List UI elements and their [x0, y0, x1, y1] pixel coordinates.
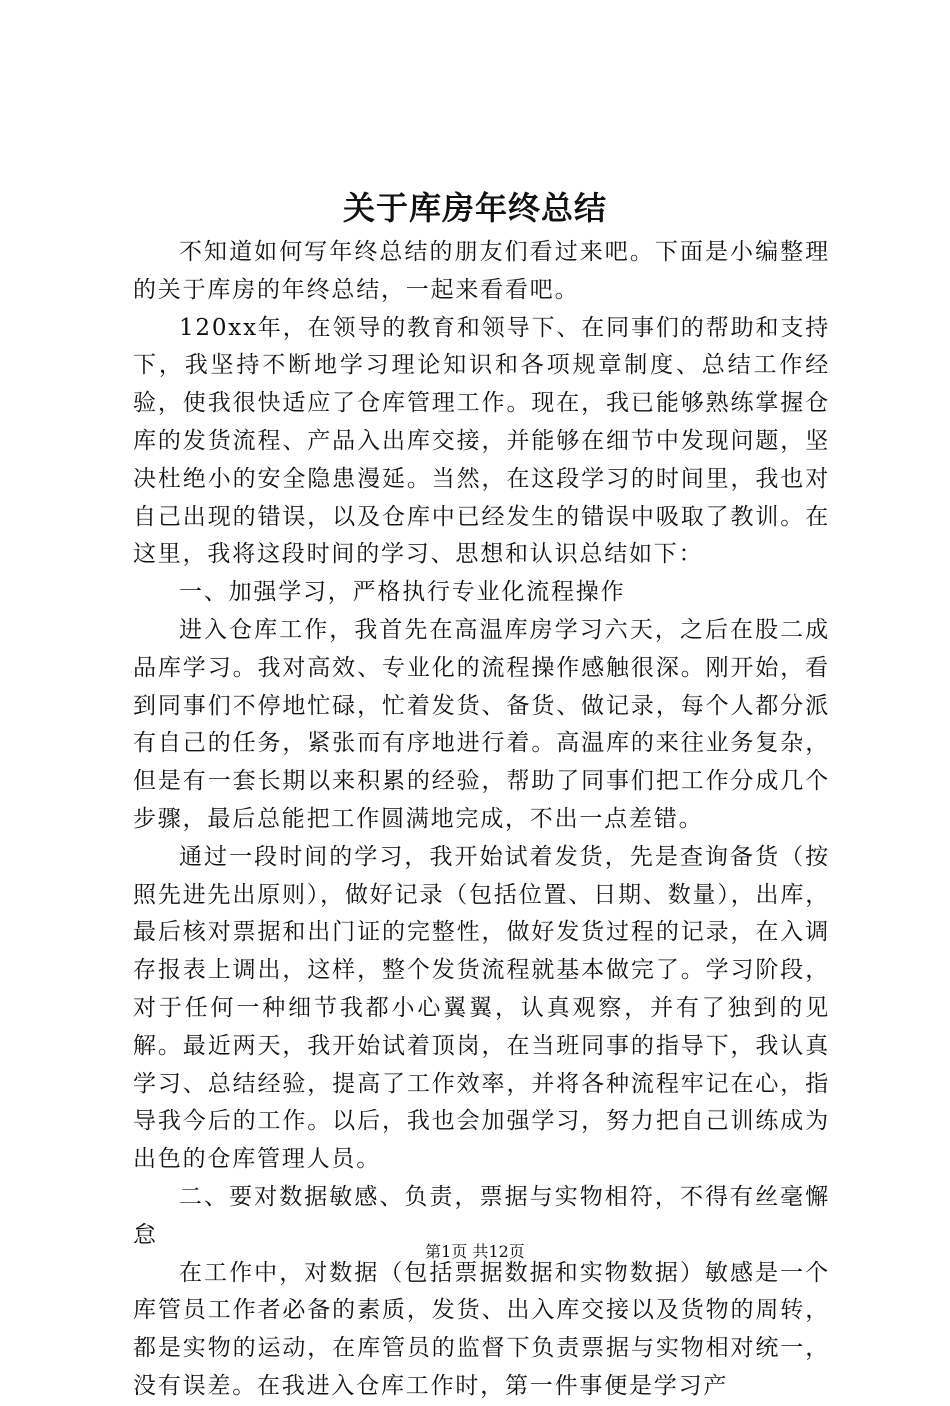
paragraph-section1-a: 进入仓库工作，我首先在高温库房学习六天，之后在股二成品库学习。我对高效、专业化的流程操作感触很深。刚开始，看到同事们不停地忙碌，忙着发货、备货、做记录，每个人都分派有自己的任务，紧张而有序地进行着。高温库的来往业务复杂，但是有一套长期以来积累的经验，帮助了同事们把工作分成几个步骤，最后总能把工作圆满地完成，不出一点差错。 [133, 616, 830, 832]
section-heading-1: 一、加强学习，严格执行专业化流程操作 [179, 579, 626, 606]
section-heading-2: 二、要对数据敏感、负责，票据与实物相符，不得有丝毫懈怠 [133, 1183, 830, 1248]
paragraph-intro: 不知道如何写年终总结的朋友们看过来吧。下面是小编整理的关于库房的年终总结，一起来看看吧。 [133, 239, 830, 303]
paragraph-overview: 120xx年，在领导的教育和领导下、在同事们的帮助和支持下，我坚持不断地学习理论知识和各项规章制度、总结工作经验，使我很快适应了仓库管理工作。现在，我已能够熟练掌握仓库的发货流程、产品入出库交接，并能够在细节中发现问题，坚决杜绝小的安全隐患漫延。当然，在这段学习的时间里，我也对自己出现的错误，以及仓库中已经发生的错误中吸取了教训。在这里，我将这段时间的学习、思想和认识总结如下： [133, 314, 830, 568]
document-body [133, 234, 830, 1406]
paragraph-section2-a: 在工作中，对数据（包括票据数据和实物数据）敏感是一个库管员工作者必备的素质，发货、出入库交接以及货物的周转，都是实物的运动，在库管员的监督下负责票据与实物相对统一，没有误差。在我进入仓库工作时，第一件事便是学习产 [133, 1259, 830, 1399]
paragraph-section1-b: 通过一段时间的学习，我开始试着发货，先是查询备货（按照先进先出原则），做好记录（包括位置、日期、数量），出库，最后核对票据和出门证的完整性，做好发货过程的记录，在入调存报表上调出，这样，整个发货流程就基本做完了。学习阶段，对于任何一种细节我都小心翼翼，认真观察，并有了独到的见解。最近两天，我开始试着顶岗，在当班同事的指导下，我认真学习、总结经验，提高了工作效率，并将各种流程牢记在心，指导我今后的工作。以后，我也会加强学习，努力把自己训练成为出色的仓库管理人员。 [133, 843, 830, 1173]
document-title: 关于库房年终总结 [342, 189, 607, 227]
page-footer: 第1页 共12页 [425, 1242, 525, 1261]
